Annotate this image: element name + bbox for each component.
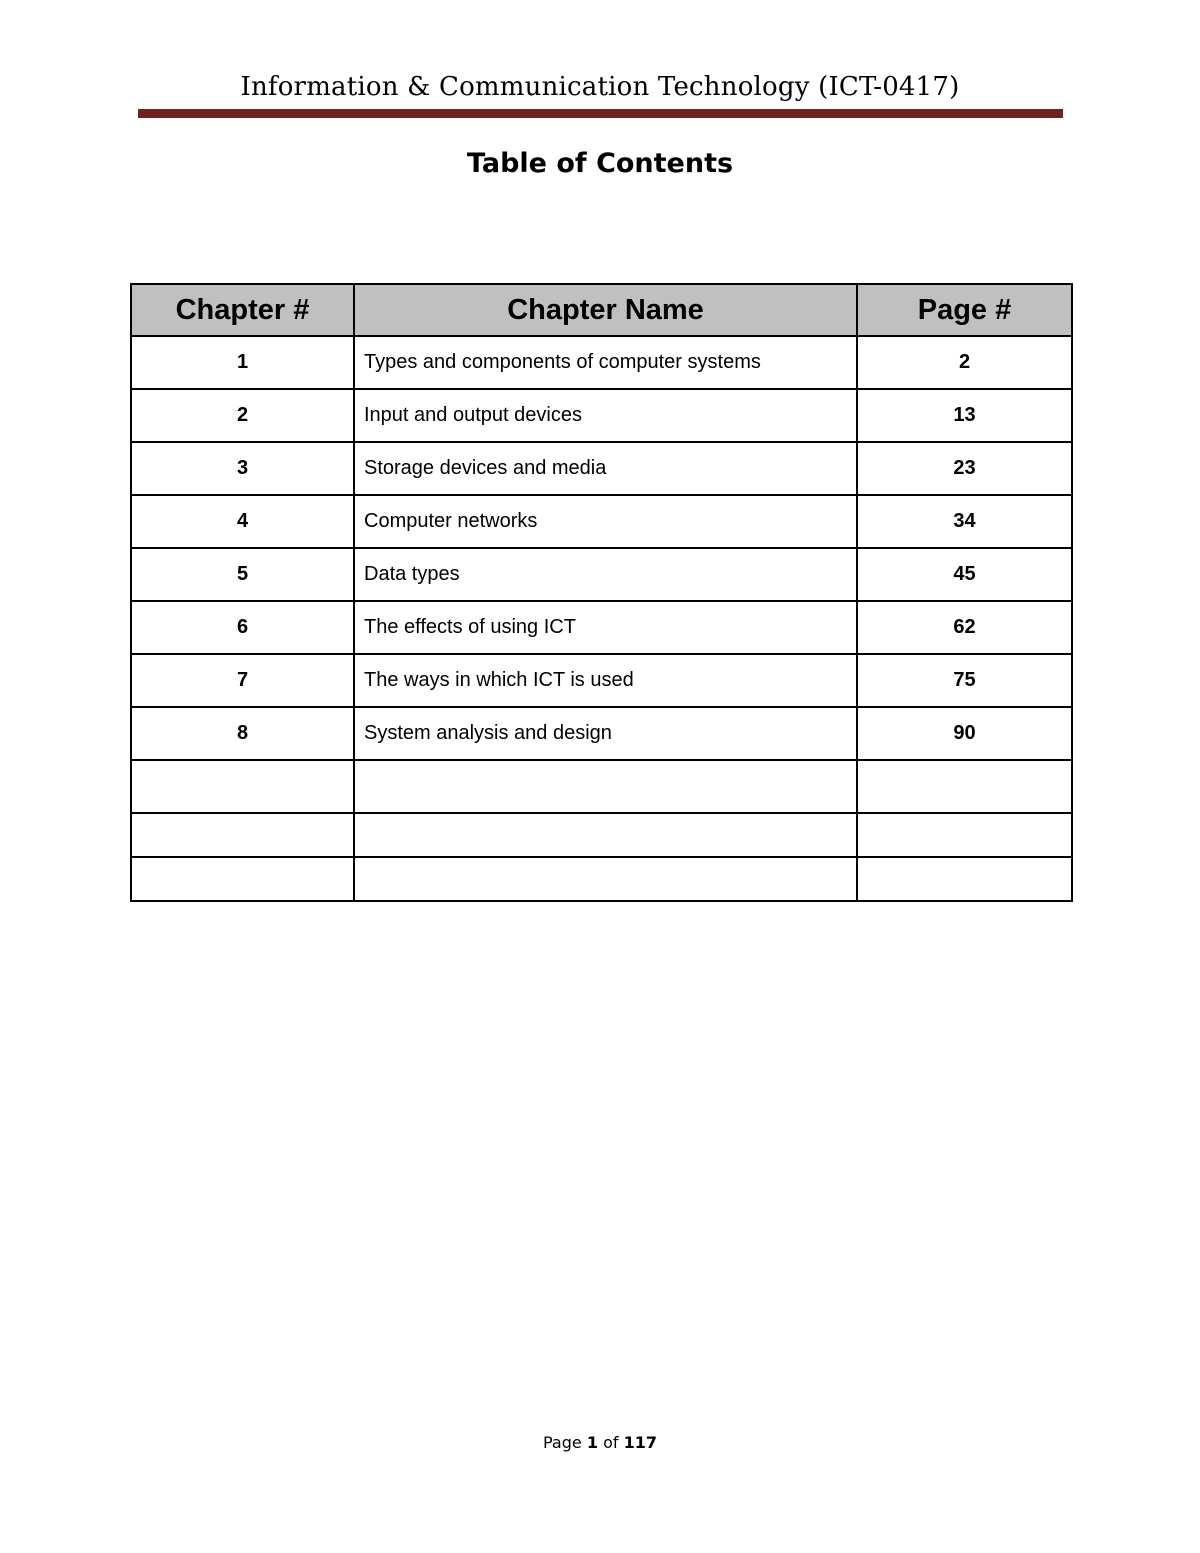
chapter-name: Types and components of computer systems: [354, 336, 857, 389]
page-number: 62: [857, 601, 1072, 654]
chapter-number: 6: [131, 601, 354, 654]
chapter-name: System analysis and design: [354, 707, 857, 760]
chapter-name: Storage devices and media: [354, 442, 857, 495]
chapter-name: Input and output devices: [354, 389, 857, 442]
table-row: [131, 389, 1072, 442]
table-row: [131, 707, 1072, 760]
empty-table-row: [131, 760, 1072, 813]
footer-of-label: of: [603, 1433, 619, 1452]
column-header-chapter-number: Chapter #: [131, 284, 354, 336]
empty-cell: [131, 813, 354, 857]
page-number: 13: [857, 389, 1072, 442]
table-row: [131, 548, 1072, 601]
chapter-number: 2: [131, 389, 354, 442]
header-rule: [138, 109, 1063, 118]
table-row: [131, 336, 1072, 389]
chapter-name: The ways in which ICT is used: [354, 654, 857, 707]
chapter-number: 3: [131, 442, 354, 495]
page-number: 23: [857, 442, 1072, 495]
column-header-page-number: Page #: [857, 284, 1072, 336]
table-row: [131, 442, 1072, 495]
chapter-name: Data types: [354, 548, 857, 601]
header-title: Information & Communication Technology (ICT-0417): [240, 72, 960, 102]
page-footer: [0, 1433, 1200, 1452]
empty-table-row: [131, 813, 1072, 857]
empty-cell: [857, 760, 1072, 813]
empty-cell: [857, 813, 1072, 857]
toc-table: [130, 283, 1073, 902]
page-number: 75: [857, 654, 1072, 707]
page-number: 2: [857, 336, 1072, 389]
empty-table-row: [131, 857, 1072, 901]
chapter-number: 1: [131, 336, 354, 389]
table-row: [131, 495, 1072, 548]
page-number: 34: [857, 495, 1072, 548]
chapter-number: 4: [131, 495, 354, 548]
empty-cell: [354, 760, 857, 813]
empty-cell: [131, 857, 354, 901]
chapter-number: 5: [131, 548, 354, 601]
page-number: 90: [857, 707, 1072, 760]
table-row: [131, 601, 1072, 654]
column-header-chapter-name: Chapter Name: [354, 284, 857, 336]
chapter-name: The effects of using ICT: [354, 601, 857, 654]
table-header-row: [131, 284, 1072, 336]
empty-cell: [354, 813, 857, 857]
chapter-number: 8: [131, 707, 354, 760]
empty-cell: [354, 857, 857, 901]
empty-cell: [857, 857, 1072, 901]
empty-cell: [131, 760, 354, 813]
chapter-number: 7: [131, 654, 354, 707]
footer-total-pages: 117: [623, 1433, 657, 1452]
table-row: [131, 654, 1072, 707]
chapter-name: Computer networks: [354, 495, 857, 548]
footer-page-label: Page: [543, 1433, 582, 1452]
page-title: Table of Contents: [466, 148, 734, 179]
page-number: 45: [857, 548, 1072, 601]
footer-current-page: 1: [586, 1433, 598, 1452]
